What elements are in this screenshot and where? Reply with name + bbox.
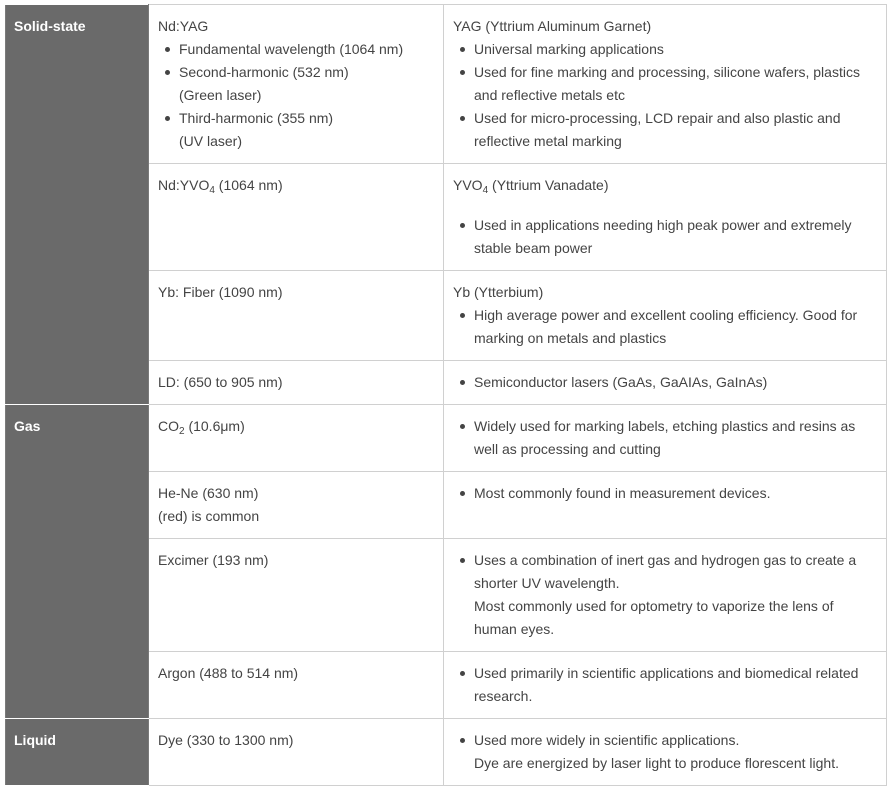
source-cell — [149, 271, 444, 361]
description-title: Yb (Ytterbium) — [453, 284, 544, 300]
category-cell — [6, 719, 149, 786]
list-item: Fundamental wavelength (1064 nm) — [158, 38, 435, 61]
source-cell — [149, 719, 444, 786]
description-list — [453, 662, 878, 708]
description-list — [453, 371, 878, 394]
list-item: Used for micro-processing, LCD repair and also plastic and reflective metal marking — [453, 107, 878, 153]
description-cell — [444, 719, 887, 786]
category-label: Liquid — [14, 732, 56, 748]
list-item: Second-harmonic (532 nm) (Green laser) — [158, 61, 435, 107]
description-list — [453, 38, 878, 153]
source-name: He-Ne (630 nm) — [158, 485, 259, 501]
source-name: Excimer (193 nm) — [158, 552, 269, 568]
source-cell — [149, 472, 444, 539]
description-cell — [444, 271, 887, 361]
description-cell — [444, 652, 887, 719]
description-list — [453, 729, 878, 775]
description-cell — [444, 5, 887, 164]
source-cell — [149, 164, 444, 271]
source-name: Yb: Fiber (1090 nm) — [158, 284, 283, 300]
description-title: YAG (Yttrium Aluminum Garnet) — [453, 18, 652, 34]
description-cell — [444, 405, 887, 472]
list-item: High average power and excellent cooling efficiency. Good for marking on metals and plastics — [453, 304, 878, 350]
source-name: $Nd:YVO_4$ (1064 nm) — [158, 177, 283, 196]
source-name: Nd:YAG — [158, 18, 209, 34]
table-row — [6, 719, 887, 786]
description-list — [453, 482, 878, 505]
list-item: Used for fine marking and processing, silicone wafers, plastics and reflective metals etc — [453, 61, 878, 107]
category-cell — [6, 405, 149, 719]
source-cell — [149, 652, 444, 719]
source-note: (red) is common — [158, 508, 260, 524]
list-item: Uses a combination of inert gas and hydrogen gas to create a shorter UV wavelength. Most commonly used for optometry to vaporize the lens of human eyes. — [453, 549, 878, 641]
description-cell — [444, 539, 887, 652]
list-item: Used in applications needing high peak power and extremely stable beam power — [453, 214, 878, 260]
source-cell — [149, 405, 444, 472]
source-name: LD: (650 to 905 nm) — [158, 374, 283, 390]
list-item: Third-harmonic (355 nm) (UV laser) — [158, 107, 435, 153]
source-name: Argon (488 to 514 nm) — [158, 665, 299, 681]
description-cell — [444, 164, 887, 271]
list-item: Most commonly found in measurement devices. — [453, 482, 878, 505]
description-cell — [444, 472, 887, 539]
source-cell — [149, 361, 444, 405]
description-list — [453, 549, 878, 641]
category-label: Gas — [14, 418, 41, 434]
description-cell — [444, 361, 887, 405]
table-row — [6, 405, 887, 472]
list-item: Universal marking applications — [453, 38, 878, 61]
laser-types-table — [5, 4, 887, 786]
list-item: Used primarily in scientific applications and biomedical related research. — [453, 662, 878, 708]
list-item: Used more widely in scientific applications. Dye are energized by laser light to produce florescent light. — [453, 729, 878, 775]
description-list — [453, 304, 878, 350]
source-list — [158, 38, 435, 153]
description-title: $YVO_4$ (Yttrium Vanadate) — [453, 177, 609, 196]
source-name: Dye (330 to 1300 nm) — [158, 732, 294, 748]
list-item: Widely used for marking labels, etching plastics and resins as well as processing and cutting — [453, 415, 878, 461]
list-item: Semiconductor lasers (GaAs, GaAIAs, GaInAs) — [453, 371, 878, 394]
description-list — [453, 415, 878, 461]
category-cell — [6, 5, 149, 405]
source-name: $CO_2$ (10.6μm) — [158, 418, 245, 437]
description-list — [453, 214, 878, 260]
source-cell — [149, 539, 444, 652]
table-row — [6, 5, 887, 164]
source-cell — [149, 5, 444, 164]
category-label: Solid-state — [14, 18, 86, 34]
